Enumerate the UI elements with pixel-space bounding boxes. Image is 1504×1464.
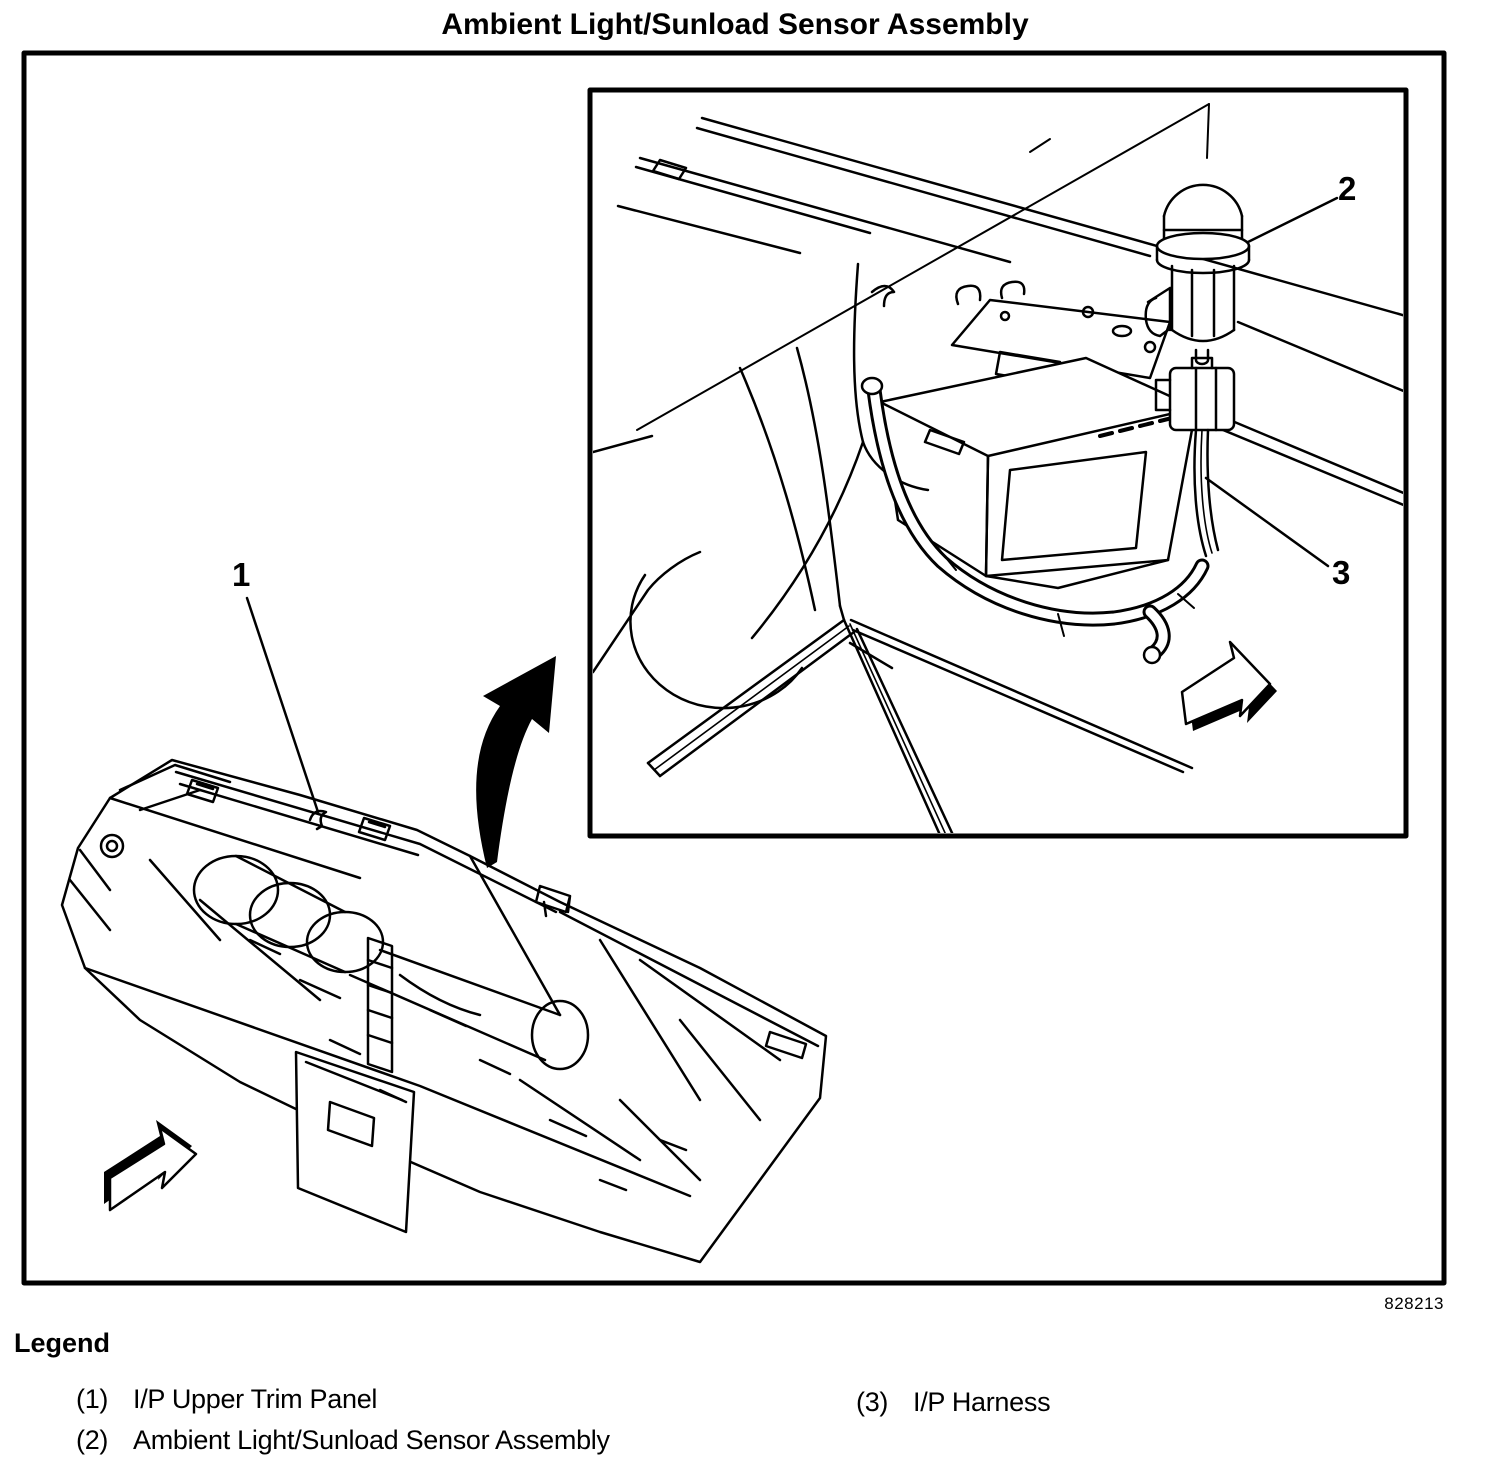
legend-item	[856, 1387, 1050, 1418]
legend-item-index: (2)	[76, 1425, 109, 1455]
legend-heading: Legend	[14, 1328, 111, 1358]
legend-item-label: Ambient Light/Sunload Sensor Assembly	[133, 1425, 610, 1455]
legend-item-index: (1)	[76, 1384, 109, 1414]
legend-item	[76, 1384, 377, 1415]
callout-1-label: 1	[232, 556, 251, 593]
legend-item-index: (3)	[856, 1387, 889, 1417]
callout-3-label: 3	[1332, 554, 1351, 591]
legend-item-label: I/P Upper Trim Panel	[133, 1384, 378, 1414]
figure-number: 828213	[1384, 1294, 1444, 1313]
sensor-detail-inset	[590, 90, 1406, 836]
legend-item	[76, 1425, 610, 1456]
page-title: Ambient Light/Sunload Sensor Assembly	[441, 8, 1029, 41]
callout-2-label: 2	[1338, 170, 1357, 207]
legend-item-label: I/P Harness	[913, 1387, 1051, 1417]
